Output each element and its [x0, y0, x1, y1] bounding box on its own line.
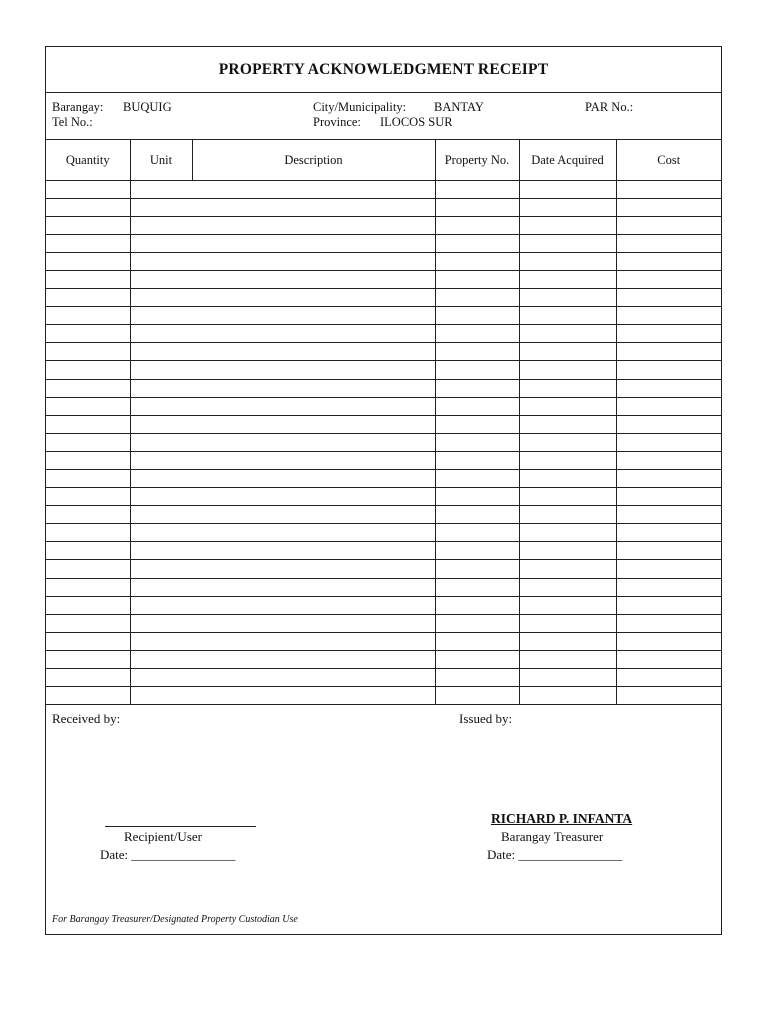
- date-acquired-cell[interactable]: [519, 198, 616, 216]
- city-value: BANTAY: [434, 100, 484, 114]
- table-row: [46, 307, 721, 325]
- quantity-cell[interactable]: [46, 198, 130, 216]
- city-label: City/Municipality:: [313, 100, 407, 114]
- recipient-date: Date: ________________: [100, 847, 236, 862]
- date-acquired-cell[interactable]: [519, 488, 616, 506]
- date-acquired-cell[interactable]: [519, 216, 616, 234]
- date-acquired-cell[interactable]: [519, 433, 616, 451]
- table-row: [46, 687, 721, 705]
- cost-cell[interactable]: [616, 397, 721, 415]
- property-no-cell[interactable]: [435, 252, 519, 270]
- table-row: [46, 614, 721, 632]
- recipient-signature-line: [105, 826, 256, 827]
- column-header-cost: Cost: [616, 140, 721, 180]
- cost-cell[interactable]: [616, 669, 721, 687]
- property-no-cell[interactable]: [435, 198, 519, 216]
- table-body: [46, 180, 721, 705]
- par-no-label: PAR No.:: [585, 100, 634, 114]
- quantity-cell[interactable]: [46, 289, 130, 307]
- table-row: [46, 506, 721, 524]
- quantity-cell[interactable]: [46, 180, 130, 198]
- table-row: [46, 524, 721, 542]
- unit-description-cell[interactable]: [130, 216, 435, 234]
- column-header-quantity: Quantity: [46, 140, 130, 180]
- unit-description-cell[interactable]: [130, 614, 435, 632]
- property-no-cell[interactable]: [435, 289, 519, 307]
- unit-description-cell[interactable]: [130, 596, 435, 614]
- unit-description-cell[interactable]: [130, 669, 435, 687]
- property-no-cell[interactable]: [435, 180, 519, 198]
- table-row: [46, 252, 721, 270]
- quantity-cell[interactable]: [46, 270, 130, 288]
- property-no-cell[interactable]: [435, 669, 519, 687]
- quantity-cell[interactable]: [46, 415, 130, 433]
- cost-cell[interactable]: [616, 343, 721, 361]
- table-row: [46, 379, 721, 397]
- quantity-cell[interactable]: [46, 343, 130, 361]
- unit-description-cell[interactable]: [130, 488, 435, 506]
- quantity-cell[interactable]: [46, 560, 130, 578]
- column-header-property-no: Property No.: [435, 140, 519, 180]
- table-row: [46, 578, 721, 596]
- cost-cell[interactable]: [616, 198, 721, 216]
- quantity-cell[interactable]: [46, 578, 130, 596]
- cost-cell[interactable]: [616, 180, 721, 198]
- unit-description-cell[interactable]: [130, 470, 435, 488]
- tel-label: Tel No.:: [52, 115, 93, 129]
- property-no-cell[interactable]: [435, 632, 519, 650]
- quantity-cell[interactable]: [46, 325, 130, 343]
- property-no-cell[interactable]: [435, 397, 519, 415]
- column-header-unit: Unit: [130, 140, 192, 180]
- unit-description-cell[interactable]: [130, 325, 435, 343]
- quantity-cell[interactable]: [46, 542, 130, 560]
- cost-cell[interactable]: [616, 578, 721, 596]
- property-no-cell[interactable]: [435, 307, 519, 325]
- table-row: [46, 669, 721, 687]
- recipient-role: Recipient/User: [124, 829, 202, 844]
- barangay-label: Barangay:: [52, 100, 104, 114]
- quantity-cell[interactable]: [46, 379, 130, 397]
- quantity-cell[interactable]: [46, 433, 130, 451]
- cost-cell[interactable]: [616, 216, 721, 234]
- quantity-cell[interactable]: [46, 669, 130, 687]
- date-acquired-cell[interactable]: [519, 289, 616, 307]
- table-row: [46, 343, 721, 361]
- unit-description-cell[interactable]: [130, 289, 435, 307]
- unit-description-cell[interactable]: [130, 379, 435, 397]
- property-no-cell[interactable]: [435, 470, 519, 488]
- footer-note: For Barangay Treasurer/Designated Property Custodian Use: [52, 914, 298, 925]
- unit-description-cell[interactable]: [130, 397, 435, 415]
- date-acquired-cell[interactable]: [519, 614, 616, 632]
- table-row: [46, 325, 721, 343]
- unit-description-cell[interactable]: [130, 433, 435, 451]
- table-row: [46, 650, 721, 668]
- issuer-role: Barangay Treasurer: [501, 829, 604, 844]
- table-header-row: [46, 140, 721, 180]
- property-no-cell[interactable]: [435, 234, 519, 252]
- table-row: [46, 560, 721, 578]
- table-row: [46, 488, 721, 506]
- property-no-cell[interactable]: [435, 415, 519, 433]
- date-acquired-cell[interactable]: [519, 379, 616, 397]
- cost-cell[interactable]: [616, 307, 721, 325]
- unit-description-cell[interactable]: [130, 234, 435, 252]
- date-acquired-cell[interactable]: [519, 451, 616, 469]
- date-acquired-cell[interactable]: [519, 361, 616, 379]
- date-acquired-cell[interactable]: [519, 596, 616, 614]
- unit-description-cell[interactable]: [130, 361, 435, 379]
- table-row: [46, 451, 721, 469]
- column-header-date-acquired: Date Acquired: [519, 140, 616, 180]
- cost-cell[interactable]: [616, 470, 721, 488]
- property-no-cell[interactable]: [435, 687, 519, 705]
- column-header-description: Description: [192, 140, 435, 180]
- unit-description-cell[interactable]: [130, 524, 435, 542]
- date-acquired-cell[interactable]: [519, 397, 616, 415]
- unit-description-cell[interactable]: [130, 198, 435, 216]
- quantity-cell[interactable]: [46, 451, 130, 469]
- property-no-cell[interactable]: [435, 270, 519, 288]
- quantity-cell[interactable]: [46, 397, 130, 415]
- cost-cell[interactable]: [616, 234, 721, 252]
- date-acquired-cell[interactable]: [519, 325, 616, 343]
- table-row: [46, 270, 721, 288]
- property-acknowledgment-receipt-form: [45, 46, 722, 935]
- table-row: [46, 433, 721, 451]
- property-no-cell[interactable]: [435, 560, 519, 578]
- date-acquired-cell[interactable]: [519, 506, 616, 524]
- property-no-cell[interactable]: [435, 614, 519, 632]
- unit-description-cell[interactable]: [130, 650, 435, 668]
- table-row: [46, 234, 721, 252]
- signature-section: [46, 703, 721, 934]
- cost-cell[interactable]: [616, 451, 721, 469]
- unit-description-cell[interactable]: [130, 415, 435, 433]
- unit-description-cell[interactable]: [130, 560, 435, 578]
- property-no-cell[interactable]: [435, 596, 519, 614]
- quantity-cell[interactable]: [46, 234, 130, 252]
- unit-description-cell[interactable]: [130, 506, 435, 524]
- issuer-name: RICHARD P. INFANTA: [491, 811, 633, 826]
- date-acquired-cell[interactable]: [519, 578, 616, 596]
- property-no-cell[interactable]: [435, 433, 519, 451]
- cost-cell[interactable]: [616, 379, 721, 397]
- date-acquired-cell[interactable]: [519, 560, 616, 578]
- quantity-cell[interactable]: [46, 470, 130, 488]
- info-section: [46, 93, 721, 140]
- property-no-cell[interactable]: [435, 343, 519, 361]
- cost-cell[interactable]: [616, 415, 721, 433]
- property-no-cell[interactable]: [435, 650, 519, 668]
- property-no-cell[interactable]: [435, 488, 519, 506]
- issuer-date: Date: ________________: [487, 847, 623, 862]
- quantity-cell[interactable]: [46, 687, 130, 705]
- cost-cell[interactable]: [616, 506, 721, 524]
- cost-cell[interactable]: [616, 687, 721, 705]
- date-acquired-cell[interactable]: [519, 632, 616, 650]
- items-table: [46, 140, 721, 705]
- unit-description-cell[interactable]: [130, 270, 435, 288]
- quantity-cell[interactable]: [46, 632, 130, 650]
- table-row: [46, 470, 721, 488]
- property-no-cell[interactable]: [435, 506, 519, 524]
- province-label: Province:: [313, 115, 361, 129]
- table-row: [46, 632, 721, 650]
- barangay-value: BUQUIG: [123, 100, 172, 114]
- cost-cell[interactable]: [616, 524, 721, 542]
- cost-cell[interactable]: [616, 596, 721, 614]
- quantity-cell[interactable]: [46, 488, 130, 506]
- quantity-cell[interactable]: [46, 216, 130, 234]
- quantity-cell[interactable]: [46, 524, 130, 542]
- cost-cell[interactable]: [616, 325, 721, 343]
- form-title: PROPERTY ACKNOWLEDGMENT RECEIPT: [46, 47, 721, 93]
- unit-description-cell[interactable]: [130, 180, 435, 198]
- date-acquired-cell[interactable]: [519, 307, 616, 325]
- date-acquired-cell[interactable]: [519, 669, 616, 687]
- cost-cell[interactable]: [616, 650, 721, 668]
- province-value: ILOCOS SUR: [380, 115, 453, 129]
- date-acquired-cell[interactable]: [519, 415, 616, 433]
- unit-description-cell[interactable]: [130, 578, 435, 596]
- cost-cell[interactable]: [616, 560, 721, 578]
- quantity-cell[interactable]: [46, 614, 130, 632]
- table-row: [46, 361, 721, 379]
- date-acquired-cell[interactable]: [519, 542, 616, 560]
- date-acquired-cell[interactable]: [519, 687, 616, 705]
- quantity-cell[interactable]: [46, 361, 130, 379]
- table-row: [46, 397, 721, 415]
- received-by-label: Received by:: [52, 711, 121, 726]
- table-row: [46, 289, 721, 307]
- unit-description-cell[interactable]: [130, 632, 435, 650]
- property-no-cell[interactable]: [435, 542, 519, 560]
- date-acquired-cell[interactable]: [519, 234, 616, 252]
- date-acquired-cell[interactable]: [519, 650, 616, 668]
- table-row: [46, 596, 721, 614]
- unit-description-cell[interactable]: [130, 343, 435, 361]
- table-row: [46, 180, 721, 198]
- date-acquired-cell[interactable]: [519, 343, 616, 361]
- cost-cell[interactable]: [616, 614, 721, 632]
- unit-description-cell[interactable]: [130, 542, 435, 560]
- issued-by-label: Issued by:: [459, 711, 513, 726]
- table-row: [46, 542, 721, 560]
- property-no-cell[interactable]: [435, 451, 519, 469]
- quantity-cell[interactable]: [46, 596, 130, 614]
- quantity-cell[interactable]: [46, 506, 130, 524]
- date-acquired-cell[interactable]: [519, 270, 616, 288]
- unit-description-cell[interactable]: [130, 307, 435, 325]
- property-no-cell[interactable]: [435, 524, 519, 542]
- cost-cell[interactable]: [616, 252, 721, 270]
- cost-cell[interactable]: [616, 542, 721, 560]
- cost-cell[interactable]: [616, 433, 721, 451]
- unit-description-cell[interactable]: [130, 451, 435, 469]
- quantity-cell[interactable]: [46, 307, 130, 325]
- unit-description-cell[interactable]: [130, 252, 435, 270]
- property-no-cell[interactable]: [435, 361, 519, 379]
- table-row: [46, 216, 721, 234]
- property-no-cell[interactable]: [435, 578, 519, 596]
- unit-description-cell[interactable]: [130, 687, 435, 705]
- table-row: [46, 415, 721, 433]
- date-acquired-cell[interactable]: [519, 470, 616, 488]
- date-acquired-cell[interactable]: [519, 524, 616, 542]
- property-no-cell[interactable]: [435, 379, 519, 397]
- cost-cell[interactable]: [616, 289, 721, 307]
- quantity-cell[interactable]: [46, 650, 130, 668]
- cost-cell[interactable]: [616, 488, 721, 506]
- cost-cell[interactable]: [616, 361, 721, 379]
- quantity-cell[interactable]: [46, 252, 130, 270]
- property-no-cell[interactable]: [435, 325, 519, 343]
- cost-cell[interactable]: [616, 632, 721, 650]
- date-acquired-cell[interactable]: [519, 252, 616, 270]
- property-no-cell[interactable]: [435, 216, 519, 234]
- table-row: [46, 198, 721, 216]
- date-acquired-cell[interactable]: [519, 180, 616, 198]
- cost-cell[interactable]: [616, 270, 721, 288]
